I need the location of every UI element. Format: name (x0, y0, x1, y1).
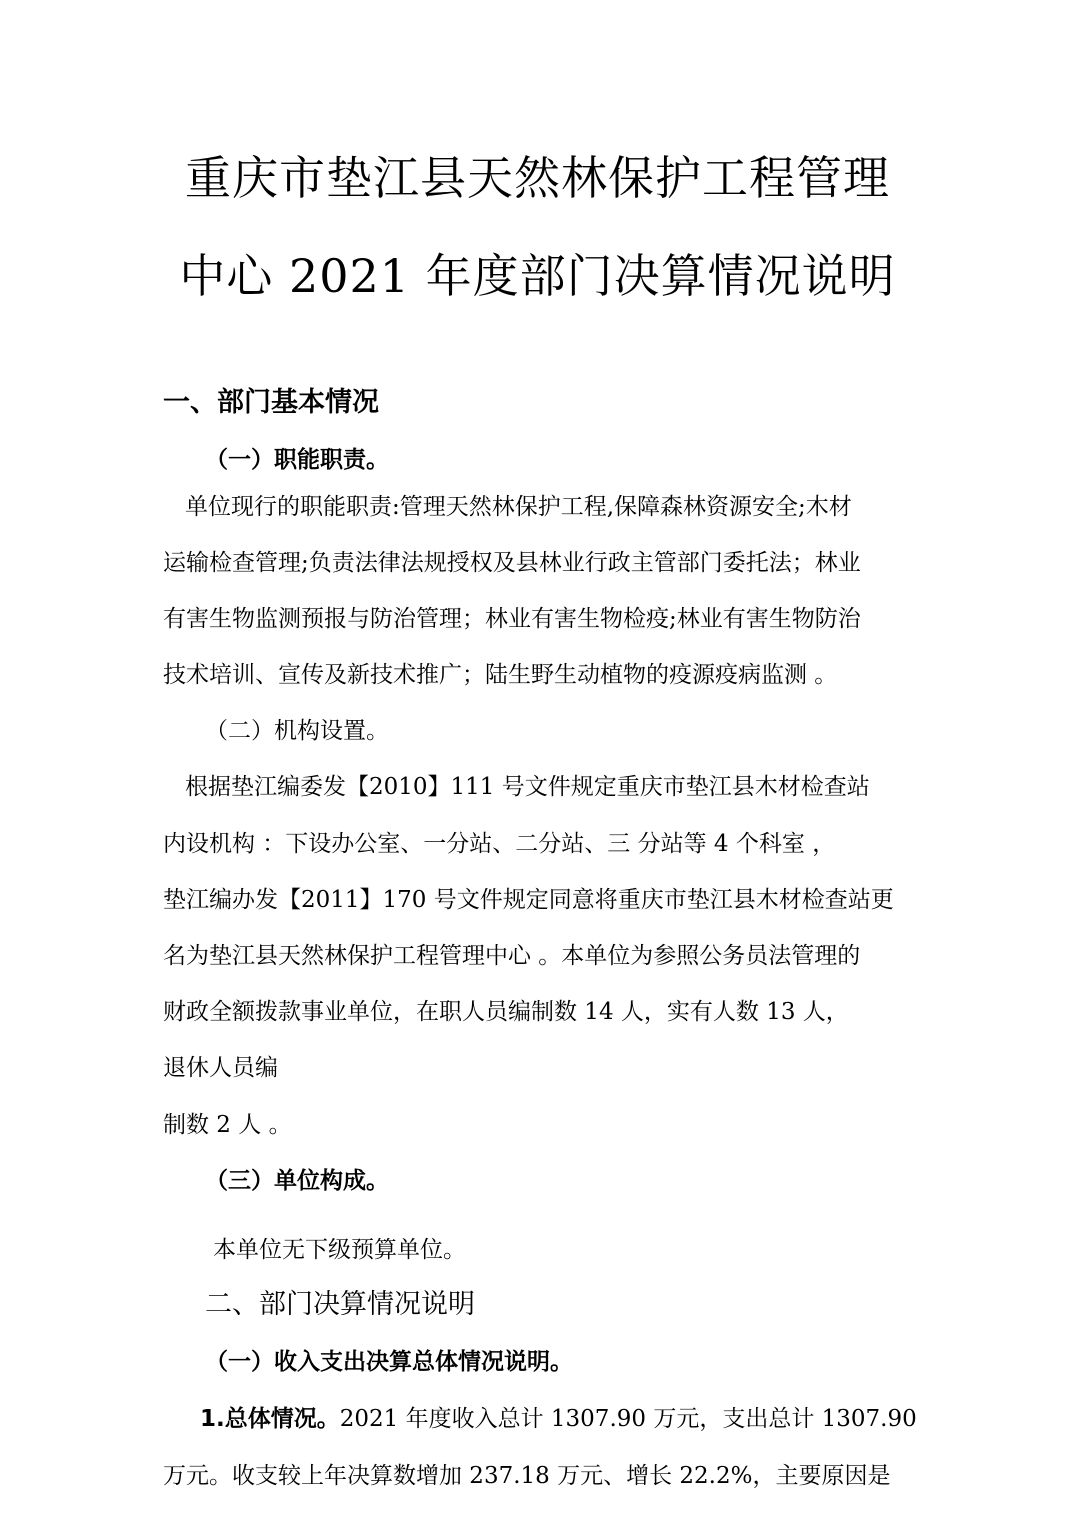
document-title-line-2: 中心 2021 年度部门决算情况说明 (179, 249, 896, 303)
paragraph-line: 运输检查管理;负责法律法规授权及县林业行政主管部门委托法；林业 (163, 550, 861, 576)
paragraph-line: 万元。收支较上年决算数增加 237.18 万元、增长 22.2%，主要原因是 (163, 1463, 891, 1489)
paragraph-line (200, 1404, 917, 1434)
overall-text: 2021 年度收入总计 1307.90 万元，支出总计 1307.90 (339, 1406, 917, 1432)
section-2-heading: 二、部门决算情况说明 (205, 1289, 475, 1320)
paragraph-line: 本单位无下级预算单位。 (213, 1237, 466, 1263)
overall-label: 1.总体情况。 (200, 1406, 340, 1432)
section-1-sub-3-heading: （三）单位构成。 (205, 1168, 389, 1194)
document-title-line-1: 重庆市垫江县天然林保护工程管理 (185, 151, 890, 205)
paragraph-line: 有害生物监测预报与防治管理；林业有害生物检疫;林业有害生物防治 (163, 606, 861, 632)
paragraph-line: 单位现行的职能职责:管理天然林保护工程,保障森林资源安全;木材 (185, 494, 852, 520)
paragraph-line: 内设机构 ：下设办公室、一分站、二分站、三 分站等 4 个科室 ， (163, 831, 836, 857)
section-1-sub-1-heading: （一）职能职责。 (205, 447, 389, 473)
section-2-sub-1-heading: （一）收入支出决算总体情况说明。 (205, 1349, 573, 1375)
section-1-sub-2-heading: （二）机构设置。 (205, 718, 389, 744)
paragraph-line: 技术培训、宣传及新技术推广；陆生野生动植物的疫源疫病监测 。 (163, 662, 838, 688)
paragraph-line: 财政全额拨款事业单位，在职人员编制数 14 人，实有人数 13 人， (163, 999, 849, 1025)
paragraph-line: 垫江编办发【2011】170 号文件规定同意将重庆市垫江县木材检查站更 (163, 887, 894, 913)
paragraph-line: 根据垫江编委发【2010】111 号文件规定重庆市垫江县木材检查站 (185, 774, 870, 800)
paragraph-line: 退休人员编 (163, 1055, 278, 1081)
section-1-heading: 一、部门基本情况 (163, 387, 379, 418)
paragraph-line: 制数 2 人 。 (163, 1112, 292, 1138)
paragraph-line: 名为垫江县天然林保护工程管理中心 。本单位为参照公务员法管理的 (163, 943, 861, 969)
